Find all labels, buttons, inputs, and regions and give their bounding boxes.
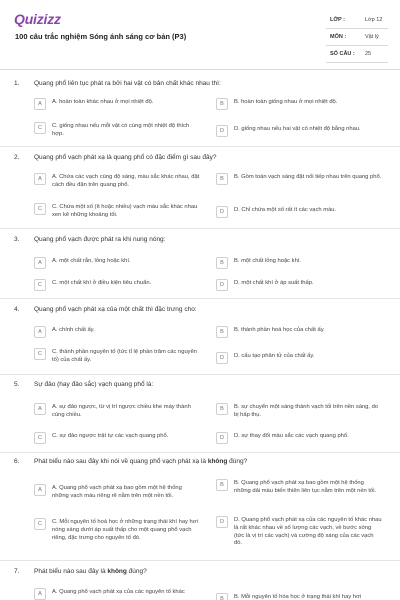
question-text: Quang phổ liên tục phát ra bởi hai vật có bản chất khác nhau thì: [34, 80, 221, 87]
question-text: Quang phổ vạch phát xạ của một chất thì đặc trưng cho: [34, 306, 197, 313]
option-text: D. Quang phổ vạch phát xạ của các nguyên tố khác nhau là rất khác nhau về số lượng các vạch, về bước sóng (tức là vị trí các vạch) và cường độ sáng của các vạch đó. [234, 517, 382, 547]
option-text: C. một chất khí ở điều kiện tiêu chuẩn. [52, 280, 152, 286]
option-badge: C [34, 203, 46, 215]
option-text: C. Mỗi nguyên tố hoá học ở những trạng thái khí hay hơi nóng sáng dưới áp suất thấp cho một quang phổ vạch riêng, đặc trưng cho nguyên tố đó. [52, 519, 198, 541]
question-text: Sự đảo (hay đảo sắc) vạch quang phổ là: [34, 381, 154, 388]
option-text: C. sự đảo ngược trật tự các vạch quang phổ. [52, 433, 169, 439]
option-badge: B [216, 403, 228, 415]
question-number: 5. [14, 381, 20, 388]
info-row-subject [326, 29, 388, 46]
option-text: C. Chứa một số (ít hoặc nhiều) vạch màu sắc khác nhau xen kẽ những khoảng tối. [52, 204, 198, 218]
option-badge: C [34, 432, 46, 444]
option-badge: A [34, 403, 46, 415]
option-badge: C [34, 518, 46, 530]
info-value: 25 [365, 51, 372, 57]
option-text: A. sự đảo ngược, từ vị trí ngược chiều khe máy thành cùng chiều. [52, 404, 191, 418]
option-badge: D [216, 125, 228, 137]
option-badge: B [216, 593, 228, 600]
option-text: B. hoàn toàn giống nhau ở mọi nhiệt độ. [234, 99, 338, 105]
question-divider [0, 228, 400, 229]
option-text: B. thành phần hoá học của chất ấy. [234, 327, 325, 333]
question-text-start: Phát biểu nào sau đây khi nói về quang phổ vạch phát xạ là [34, 458, 208, 465]
header-divider [0, 69, 400, 70]
question-number: 4. [14, 306, 20, 313]
option-text: D. một chất khí ở áp suất thấp. [234, 280, 314, 286]
option-badge: A [34, 257, 46, 269]
option-text: D. sự thay đổi màu sắc các vạch quang phổ. [234, 433, 349, 439]
question-text-start: Phát biểu nào sau đây là [34, 568, 108, 575]
question-text: Quang phổ vạch phát xạ là quang phổ có đặc điểm gì sau đây? [34, 154, 217, 161]
option-text: B. Quang phổ vạch phát xạ bao gồm một hệ thống những dải màu biến thiên liên tục nằm trên một nền tối. [234, 480, 377, 494]
info-row-class [326, 12, 388, 29]
question-text [34, 458, 374, 465]
option-badge: C [34, 348, 46, 360]
question-divider [0, 298, 400, 299]
question-text-end: đúng? [126, 568, 147, 575]
option-badge: B [216, 257, 228, 269]
worksheet-title: 100 câu trắc nghiệm Sóng ánh sáng cơ bản (P3) [15, 32, 187, 41]
info-label: LỚP : [330, 17, 345, 23]
option-text: A. Chứa các vạch cùng độ sáng, màu sắc khác nhau, đặt cách đều đặn trên quang phổ. [52, 174, 200, 188]
question-text-end: đúng? [227, 458, 248, 465]
option-text: B. Mỗi nguyên tố hóa học ở trạng thái khí hay hơi [234, 594, 362, 600]
question-text-emphasis: không [107, 568, 127, 575]
quizizz-logo [14, 11, 61, 25]
option-badge: A [34, 173, 46, 185]
option-badge: D [216, 279, 228, 291]
option-badge: A [34, 98, 46, 110]
option-text: B. một chất lỏng hoặc khí. [234, 258, 302, 264]
question-number: 2. [14, 154, 20, 161]
option-badge: B [216, 326, 228, 338]
question-number: 3. [14, 236, 20, 243]
option-text: B. sự chuyển một sáng thành vạch tối trên nền sáng, do bị hấp thụ. [234, 404, 379, 418]
option-badge: A [34, 588, 46, 600]
option-text: D. Chỉ chứa một số rất ít các vạch màu. [234, 207, 337, 213]
option-badge: D [216, 206, 228, 218]
question-divider [0, 560, 400, 561]
question-text: Quang phổ vạch được phát ra khi nung nóng: [34, 236, 166, 243]
option-badge: D [216, 516, 228, 528]
question-text [34, 568, 374, 575]
option-badge: C [34, 122, 46, 134]
option-text: D. cấu tạo phân tử của chất ấy. [234, 353, 315, 359]
option-badge: D [216, 352, 228, 364]
question-divider [0, 146, 400, 147]
option-text: B. Gồm toàn vạch sáng đặt nối tiếp nhau trên quang phổ. [234, 174, 382, 180]
question-text-emphasis: không [207, 458, 228, 465]
question-number: 7. [14, 568, 20, 575]
info-box [326, 12, 388, 63]
info-label: MÔN : [330, 34, 347, 40]
option-badge: C [34, 279, 46, 291]
option-badge: A [34, 484, 46, 496]
option-text: A. hoàn toàn khác nhau ở mọi nhiệt độ. [52, 99, 154, 105]
question-divider [0, 452, 400, 453]
info-label: SỐ CÂU : [330, 51, 355, 57]
info-row-count [326, 46, 388, 63]
option-text: A. một chất rắn, lỏng hoặc khí. [52, 258, 131, 264]
option-badge: A [34, 326, 46, 338]
info-value: Lớp 12 [365, 17, 383, 23]
option-text: A. Quang phổ vạch phát xạ bao gồm một hệ thống những vạch màu riêng rẽ nằm trên một nền tối. [52, 485, 182, 499]
option-badge: B [216, 98, 228, 110]
option-text: C. giống nhau nếu mỗi vật có cùng một nhiệt độ thích hợp. [52, 123, 190, 137]
question-number: 6. [14, 458, 20, 465]
logo-text: Quizizz [14, 11, 61, 27]
option-text: A. Quang phổ vạch phát xạ của các nguyên tố khác [52, 589, 185, 595]
question-divider [0, 374, 400, 375]
option-badge: B [216, 173, 228, 185]
option-text: A. chính chất ấy. [52, 327, 95, 333]
option-text: C. thành phần nguyên tố (tức tỉ lệ phần trăm các nguyên tố) của chất ấy. [52, 349, 198, 363]
option-text: D. giống nhau nếu hai vật có nhiệt độ bằng nhau. [234, 126, 361, 132]
option-badge: B [216, 479, 228, 491]
worksheet-header [0, 0, 400, 70]
question-number: 1. [14, 80, 20, 87]
info-value: Vật lý [365, 34, 379, 40]
option-badge: D [216, 432, 228, 444]
